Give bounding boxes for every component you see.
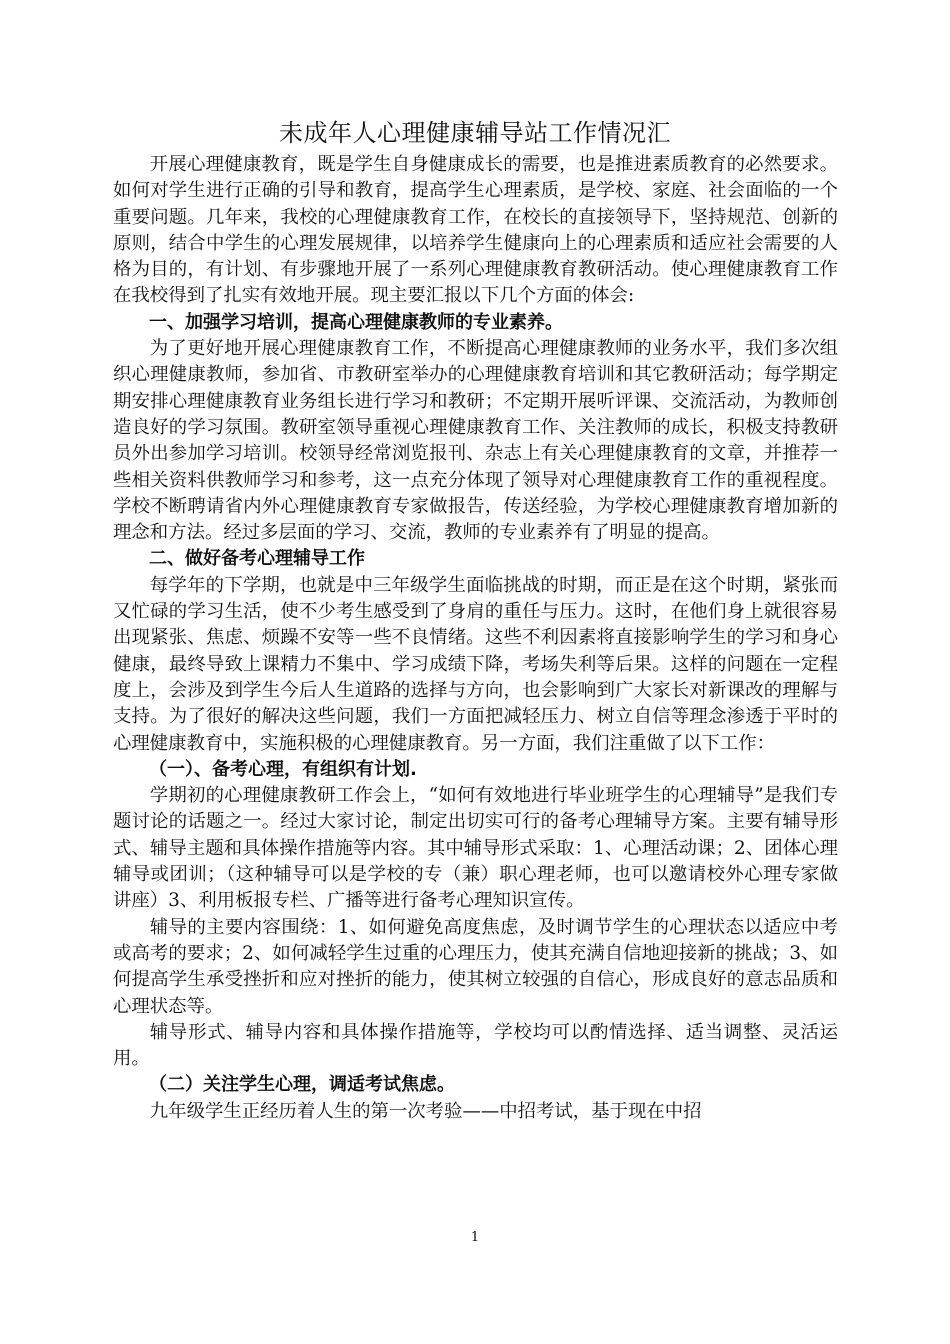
paragraph-flexibility: 辅导形式、辅导内容和具体操作措施等，学校均可以酌情选择、适当调整、灵活运用。 bbox=[113, 1021, 838, 1070]
paragraph-intro: 开展心理健康教育，既是学生自身健康成长的需要，也是推进素质教育的必然要求。如何对学生进行正确的引导和教育，提高学生心理素质，是学校、家庭、社会面临的一个重要问题。几年来，我校的心理健康教育工作，在校长的直接领导下，坚持规范、创新的原则，结合中学生的心理发展规律，以培养学生健康向上的心理素质和适应社会需要的人格为目的，有计划、有步骤地开展了一系列心理健康教育教研活动。使心理健康教育工作在我校得到了扎实有效地开展。现主要汇报以下几个方面的体会: bbox=[113, 154, 838, 307]
paragraph-grade-nine: 九年级学生正经历着人生的第一次考验——中招考试，基于现在中招 bbox=[149, 1100, 702, 1122]
paragraph-content: 辅导的主要内容围绕：1、如何避免高度焦虑，及时调节学生的心理状态以适应中考或高考的要求；2、如何减轻学生过重的心理压力，使其充满自信地迎接新的挑战；3、如何提高学生承受挫折和应对挫折的能力，使其树立较强的自信心，形成良好的意志品质和心理状态等。 bbox=[113, 916, 838, 1017]
page-number: 1 bbox=[470, 1230, 480, 1245]
document-title: 未成年人心理健康辅导站工作情况汇 bbox=[279, 119, 671, 147]
subsection-heading-1: （一）、备考心理，有组织有计划. bbox=[149, 758, 417, 780]
section-heading-2: 二、做好备考心理辅导工作 bbox=[149, 548, 365, 570]
paragraph-exam-pressure: 每学年的下学期，也就是中三年级学生面临挑战的时期，而正是在这个时期，紧张而又忙碌的学习生活，使不少考生感受到了身肩的重任与压力。这时，在他们身上就很容易出现紧张、焦虑、烦躁不安等一些不良情绪。这些不利因素将直接影响学生的学习和身心健康，最终导致上课精力不集中、学习成绩下降，考场失利等后果。这样的问题在一定程度上，会涉及到学生今后人生道路的选择与方向，也会影响到广大家长对新课改的理解与支持。为了很好的解决这些问题，我们一方面把减轻压力、树立自信等理念渗透于平时的心理健康教育中，实施积极的心理健康教育。另一方面，我们注重做了以下工作： bbox=[113, 574, 838, 754]
paragraph-training: 为了更好地开展心理健康教育工作，不断提高心理健康教师的业务水平，我们多次组织心理健康教师，参加省、市教研室举办的心理健康教育培训和其它教研活动；每学期定期安排心理健康教育业务组长进行学习和教研；不定期开展听评课、交流活动，为教师创造良好的学习氛围。教研室领导重视心理健康教育工作、关注教师的成长，积极支持教研员外出参加学习培训。校领导经常浏览报刊、杂志上有关心理健康教育的文章，并推荐一些相关资料供教师学习和参考，这一点充分体现了领导对心理健康教育工作的重视程度。学校不断聘请省内外心理健康教育专家做报告，传送经验，为学校心理健康教育增加新的理念和方法。经过多层面的学习、交流，教师的专业素养有了明显的提高。 bbox=[113, 338, 838, 544]
section-heading-1: 一、加强学习培训，提高心理健康教师的专业素养。 bbox=[149, 311, 563, 333]
paragraph-plan: 学期初的心理健康教研工作会上，“如何有效地进行毕业班学生的心理辅导”是我们专题讨论的话题之一。经过大家讨论，制定出切实可行的备考心理辅导方案。主要有辅导形式、辅导主题和具体操作措施等内容。其中辅导形式采取：1、心理活动课；2、团体心理辅导或团训；（这种辅导可以是学校的专（兼）职心理老师，也可以邀请校外心理专家做讲座）3、利用板报专栏、广播等进行备考心理知识宣传。 bbox=[113, 785, 838, 912]
subsection-heading-2: （二）关注学生心理，调适考试焦虑。 bbox=[149, 1074, 455, 1096]
document-body bbox=[113, 152, 838, 1125]
